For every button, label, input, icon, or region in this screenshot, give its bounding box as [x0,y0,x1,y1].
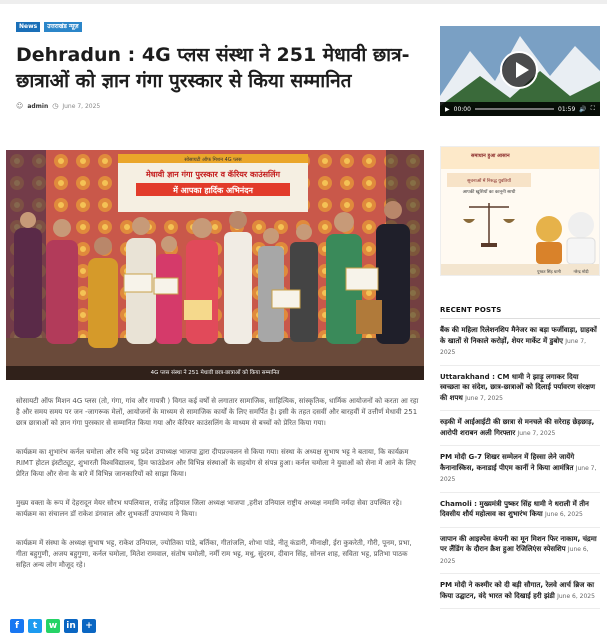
play-icon[interactable] [500,51,538,89]
banner-line-1: सोसायटी ऑफ मिशन 4G प्लस [184,157,242,163]
recent-post-item[interactable] [440,580,600,609]
recent-post-item[interactable] [440,499,600,528]
sidebar-ad-banner[interactable] [440,146,600,276]
divider [440,318,600,319]
recent-post-title[interactable]: Uttarakhand : CM धामी ने झाड़ू लगाकर दिया स्वच्छता का संदेश, छात्र-छात्राओं को दिलाई पर्यावरण संरक्षण की शपथ [440,372,596,402]
article [6,22,424,569]
article-body [16,396,420,589]
recent-post-date: June 7, 2025 [440,337,586,356]
video-time-total: 01:59 [558,105,576,113]
recent-post-date: June 6, 2025 [440,546,589,565]
banner-line-3: में आपका हार्दिक अभिनंदन [173,186,253,195]
featured-image-art [6,150,424,380]
sidebar [440,26,600,609]
play-small-icon[interactable]: ▶ [445,105,450,113]
clock-icon: ◷ [52,102,59,110]
ad-name-2: नरेन्द्र मोदी [573,269,589,274]
recent-post-title[interactable]: PM मोदी G-7 शिखर सम्मेलन में हिस्सा लेने जायेंगे कैनानास्किस, कनाडाई पीएम कार्नी ने किया आमंत्रित [440,453,575,472]
top-bar [0,0,607,4]
video-controls [440,102,600,116]
volume-icon[interactable]: 🔊 [579,105,587,113]
featured-image [6,150,424,380]
recent-post-item[interactable] [440,372,600,412]
article-title: Dehradun : 4G प्लस संस्था ने 251 मेधावी छात्र-छात्राओं को ज्ञान गंगा पुरस्कार से किया सम्मानित [16,44,410,92]
paragraph: कार्यक्रम में संस्था के अध्यक्ष सुभाष भट्ट, राकेश उनियाल, ज्योतिका पांडे, बर्तिका, गीतांजलि, शोभा पांडे, नीतू कंडारी, मीनाक्षी, ईरा कुकरेती, गौरी, पूनम, प्रभा, गीता बहुगुणी, अजय बहुगुणा, कर्नल चमोला, मितेश रामवाल, संतोष चमोली, नर्मी राम भट्ट, मधु, सुंदरम, दीवान सिंह, सोनल शाह, सविता भट्ट, प्रतिभा पाठक सहित अन्य लोग मौजूद रहे। [16,539,412,569]
publish-date: June 7, 2025 [62,102,101,110]
recent-post-item[interactable] [440,417,600,446]
recent-post-item[interactable] [440,325,600,366]
video-progress-track[interactable] [475,108,554,110]
ad-name-1: पुष्कर सिंह धामी [537,269,561,274]
video-time-current: 00:00 [453,105,471,113]
more-share-icon[interactable]: + [82,619,96,633]
article-meta [16,102,424,110]
facebook-share-icon[interactable]: f [10,619,24,633]
fullscreen-icon[interactable]: ⛶ [590,105,595,112]
author-link[interactable]: admin [27,102,49,110]
recent-post-title[interactable]: PM मोदी ने कश्मीर को दी बड़ी सौगात, रेलवे आर्च ब्रिज का किया उद्घाटन, वंदे भारत को दिखाई हरी झंडी [440,581,595,600]
recent-post-item[interactable] [440,534,600,575]
paragraph: सोसायटी ऑफ मिशन 4G प्लस (तो, गंगा, गांव और गायत्री ) विगत कई वर्षों से लगातार सामाजिक, साहित्यिक, सांस्कृतिक, धार्मिक आयोजनों को करता आ रहा है और समय समय पर जन -जागरूक मेलों, आयोजनों के माध्यम से सामाजिक कार्यों के लिए समर्पित है। इसी के तहत दसवीं और बारहवीं में उत्तीर्ण मेधावी 251 छात्र छात्राओं को ज्ञान गंगा पुरस्कार से सम्मानित किया गया और कॅरियर काउंसलिंग के माध्यम से बच्चों को प्रेरित किया गया। [16,397,419,427]
recent-post-date: June 7, 2025 [465,394,503,402]
recent-post-title[interactable]: बैंक की महिला रिलेशनशिप मैनेजर का बड़ा फर्जीवाड़ा, ग्राहकों के खातों से निकाले करोड़ों, शेयर मार्केट में डुबोए [440,326,597,345]
recent-post-date: June 7, 2025 [517,429,556,437]
recent-post-date: June 6, 2025 [557,592,595,600]
recent-posts-list [440,325,600,609]
banner-line-2: मेधावी ज्ञान गंगा पुरस्कार व कॅरियर काउंसलिंग [146,170,280,179]
twitter-share-icon[interactable]: t [28,619,42,633]
category-tags [16,22,424,32]
recent-post-title[interactable]: Chamoli : मुख्यमंत्री पुष्कर सिंह धामी ने धराली में तीन दिवसीय शौर्य महोत्सव का शुभारंभ किया [440,499,589,518]
paragraph: मुख्य वक्ता के रूप में देहरादून मेयर सौरभ थपलियाल, राजेंद्र तड़ियाल जिला अध्यक्ष भाजपा ,हरीश उनियाल राष्ट्रीय अध्यक्ष नमामि नर्मदा सेवा उपस्थित रहे। कार्यक्रम का संचालन डॉ राकेश डंगवाल और शुभकर्ती उपाध्याय ने किया। [16,499,402,518]
video-player[interactable] [440,26,600,116]
ad-artwork [441,147,600,276]
category-tag-news[interactable]: News [16,22,40,32]
share-bar [10,619,96,633]
recent-post-date: June 7, 2025 [440,464,597,483]
linkedin-share-icon[interactable]: in [64,619,78,633]
category-tag-uttarakhand[interactable]: उत्तराखंड न्यूज़ [44,22,81,32]
ad-line-2: सूचनाओं में निरुद्ध युवतियों [467,179,511,184]
paragraph: कार्यक्रम का शुभारंभ कर्नल चमोला और रुचि भट्ट प्रदेश उपाध्यक्ष भाजपा द्वारा दीपप्रज्वलन से किया गया। संस्था के अध्यक्ष सुभाष भट्ट ने बताया, कि कार्यक्रम RIMT होटल इंस्टीट्यूट, शुभारती विश्वविद्यालय, हिम फाउंडेशन और विभिन्न संस्थाओं के सहयोग से संपन्न हुआ। कर्नल चमोला ने युवाओं को सेना में आने के लिए प्रेरित किया और सेना के बारे में विभिन्न जानकारियों को साझा किया। [16,448,416,478]
ad-line-1: समाधान हुआ आसान [471,153,510,159]
whatsapp-share-icon[interactable]: w [46,619,60,633]
image-caption: 4G प्लस संस्था ने 251 मेधावी छात्र-छात्राओं को किया सम्मानित [6,366,424,380]
recent-post-title[interactable]: रुड़की में आईआईटी की छात्रा से मनचले की सरेराह छेड़छाड़, आरोपी शराबन अली गिरफ्तार [440,418,595,437]
recent-post-date: June 6, 2025 [544,511,583,518]
recent-post-title[interactable]: जापान की आइस्पेस कंपनी का मून मिशन फिर नाकाम, चंद्रमा पर लैंडिंग के दौरान क्रैश हुआ रेजिलिएंस स्पेसशिप [440,534,597,553]
ad-line-3: आपकी खुशियों का कानूनी साथी [462,190,516,195]
recent-post-item[interactable] [440,452,600,493]
user-icon: ☺ [16,102,24,110]
recent-posts-heading: RECENT POSTS [440,306,502,314]
